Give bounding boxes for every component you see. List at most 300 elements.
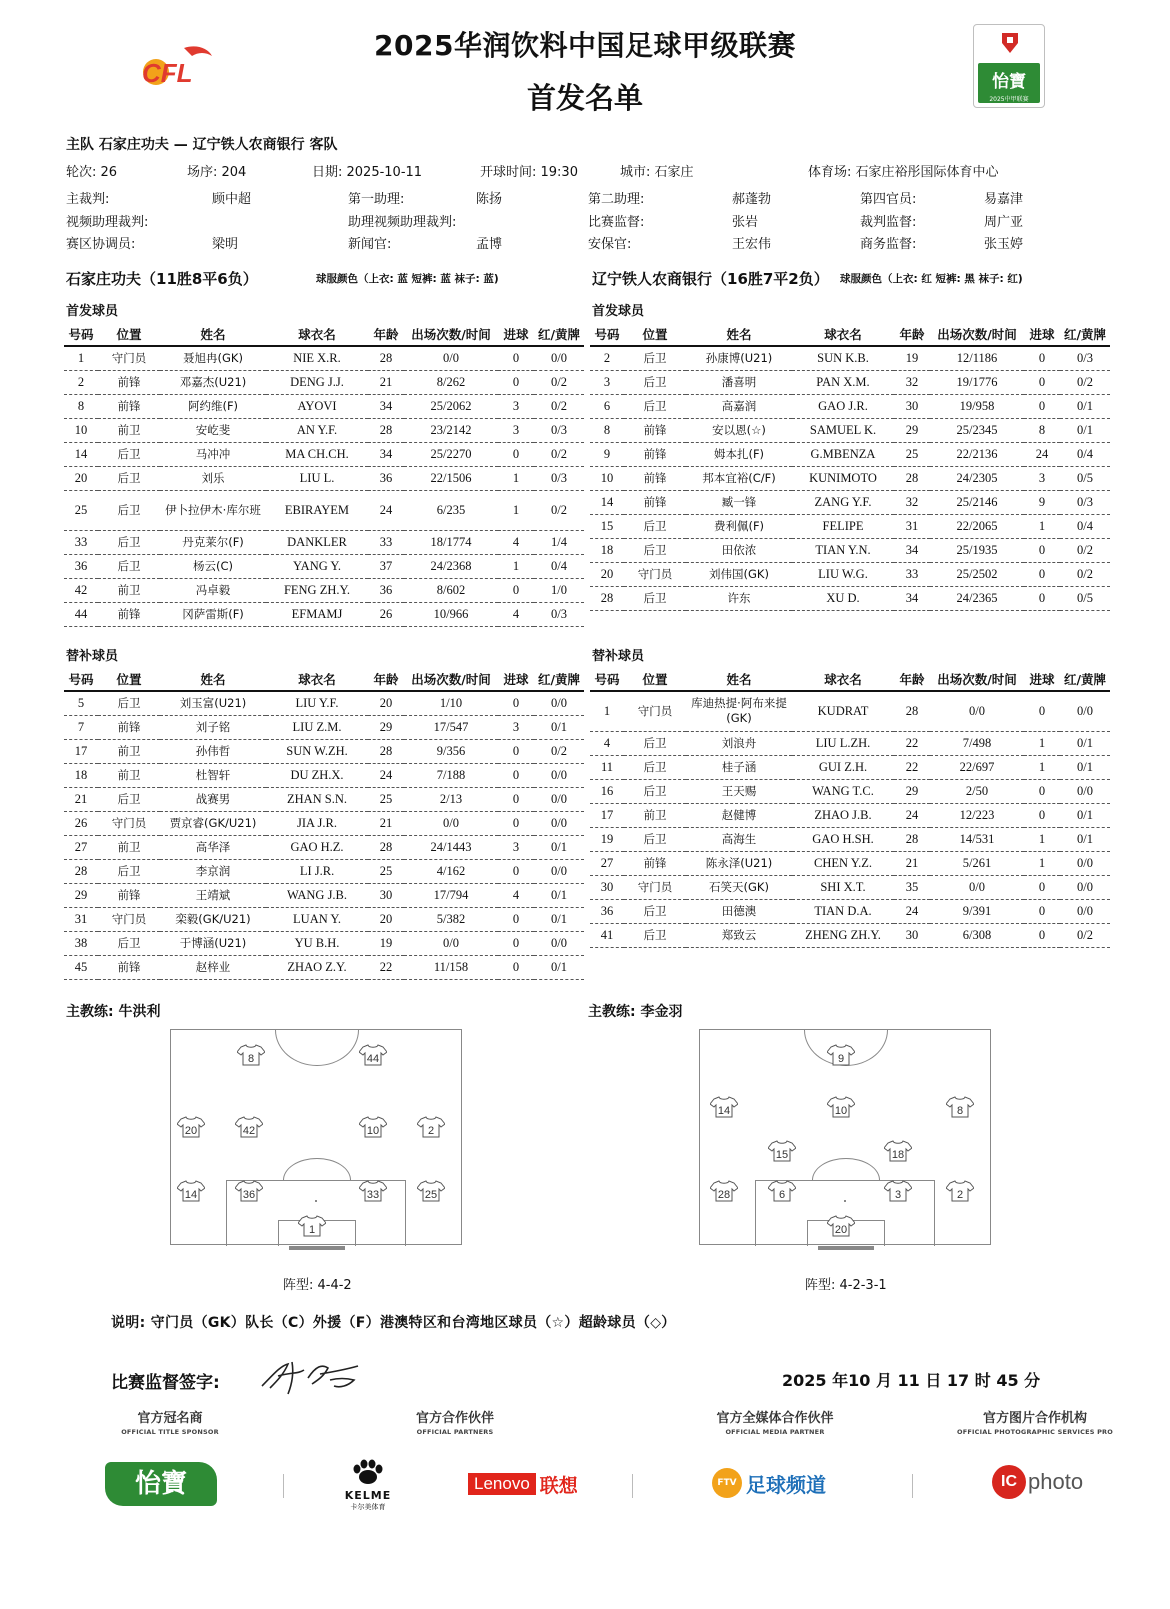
- official-name: 王宏伟: [732, 237, 772, 252]
- player-position: 后卫: [98, 554, 160, 578]
- signature-label: 比赛监督签字:: [111, 1373, 220, 1393]
- player-position: 后卫: [98, 931, 160, 955]
- cards: 0/3: [1060, 490, 1110, 514]
- player-row: [64, 739, 584, 763]
- player-age: 34: [368, 394, 404, 418]
- player-shirt-icon: [417, 1180, 445, 1202]
- player-age: 29: [894, 418, 930, 442]
- goals: 0: [1024, 923, 1060, 947]
- shirt-name: FELIPE: [792, 514, 894, 538]
- player-age: 19: [368, 931, 404, 955]
- cards: 0/2: [534, 370, 584, 394]
- player-age: 25: [368, 787, 404, 811]
- player-shirt-icon: [768, 1180, 796, 1202]
- player-number: 1: [64, 346, 98, 370]
- goals: 0: [498, 578, 534, 602]
- shirt-name: AYOVI: [266, 394, 368, 418]
- player-name: 丹克莱尔(F): [160, 530, 266, 554]
- cards: 0/1: [1060, 418, 1110, 442]
- goals: 0: [1024, 370, 1060, 394]
- cards: 0/2: [1060, 538, 1110, 562]
- date-label: 日期: 2025-10-11: [312, 165, 423, 180]
- player-position: 前锋: [98, 394, 160, 418]
- player-position: 前卫: [98, 418, 160, 442]
- player-position: 前锋: [98, 715, 160, 739]
- player-row: [64, 931, 584, 955]
- player-number: 31: [64, 907, 98, 931]
- player-name: 王靖斌: [160, 883, 266, 907]
- player-age: 22: [894, 731, 930, 755]
- player-shirt-icon: [946, 1180, 974, 1202]
- player-age: 28: [368, 739, 404, 763]
- player-position: 前锋: [98, 370, 160, 394]
- appearances: 24/2368: [404, 554, 498, 578]
- player-name: 王天赐: [686, 779, 792, 803]
- column-header: 进球: [498, 669, 534, 691]
- column-header: 红/黄牌: [534, 324, 584, 346]
- column-header: 年龄: [894, 669, 930, 691]
- shirt-number: 6: [778, 1189, 786, 1201]
- player-row: [64, 787, 584, 811]
- player-name: 臧一锋: [686, 490, 792, 514]
- player-number: 28: [590, 586, 624, 610]
- ftv-sponsor-logo: FTV 足球频道: [712, 1467, 826, 1499]
- shirt-name: SUN K.B.: [792, 346, 894, 370]
- yibao-drop-icon: [980, 29, 1040, 67]
- player-position: 前卫: [98, 835, 160, 859]
- player-number: 44: [64, 602, 98, 626]
- goals: 0: [498, 811, 534, 835]
- player-number: 36: [590, 899, 624, 923]
- player-row: [64, 554, 584, 578]
- cards: 0/1: [1060, 755, 1110, 779]
- player-age: 33: [368, 530, 404, 554]
- official-name: 孟博: [476, 237, 503, 252]
- player-name: 潘喜明: [686, 370, 792, 394]
- icphoto-sponsor-logo: IC photo: [992, 1465, 1083, 1499]
- player-row: [590, 418, 1110, 442]
- goals: 0: [498, 859, 534, 883]
- player-position: 前卫: [98, 739, 160, 763]
- player-position: 后卫: [624, 755, 686, 779]
- pitch-line: [818, 1246, 874, 1250]
- official-name: 郝蓬勃: [732, 192, 772, 207]
- player-number: 2: [590, 346, 624, 370]
- signature-date: 2025 年10 月 11 日 17 时 45 分: [782, 1371, 1041, 1390]
- player-number: 11: [590, 755, 624, 779]
- player-position: 前锋: [624, 851, 686, 875]
- column-header: 球衣名: [792, 324, 894, 346]
- appearances: 8/602: [404, 578, 498, 602]
- shirt-name: GUI Z.H.: [792, 755, 894, 779]
- player-row: [64, 530, 584, 554]
- player-position: 前锋: [98, 602, 160, 626]
- goals: 1: [1024, 827, 1060, 851]
- player-position: 后卫: [98, 691, 160, 715]
- player-position: 后卫: [624, 346, 686, 370]
- shirt-name: JIA J.R.: [266, 811, 368, 835]
- appearances: 25/1935: [930, 538, 1024, 562]
- appearances: 22/2065: [930, 514, 1024, 538]
- player-row: [590, 538, 1110, 562]
- kelme-sponsor-logo: KELME 卡尔美体育: [340, 1459, 396, 1512]
- cards: 0/3: [534, 602, 584, 626]
- shirt-name: PAN X.M.: [792, 370, 894, 394]
- official-label: 主裁判:: [66, 192, 110, 207]
- appearances: 14/531: [930, 827, 1024, 851]
- goals: 0: [1024, 875, 1060, 899]
- appearances: 7/188: [404, 763, 498, 787]
- player-age: 29: [894, 779, 930, 803]
- goals: 1: [1024, 731, 1060, 755]
- goals: 0: [498, 346, 534, 370]
- player-row: [64, 691, 584, 715]
- official-label: 比赛监督:: [588, 215, 645, 230]
- appearances: 22/1506: [404, 466, 498, 490]
- appearances: 22/2136: [930, 442, 1024, 466]
- appearances: 9/391: [930, 899, 1024, 923]
- player-number: 45: [64, 955, 98, 979]
- player-row: [590, 394, 1110, 418]
- player-row: [590, 875, 1110, 899]
- player-position: 前锋: [624, 466, 686, 490]
- goals: 8: [1024, 418, 1060, 442]
- shirt-name: DENG J.J.: [266, 370, 368, 394]
- player-position: 后卫: [624, 779, 686, 803]
- shirt-name: KUNIMOTO: [792, 466, 894, 490]
- player-row: [64, 346, 584, 370]
- away-team-name: 辽宁铁人农商银行（16胜7平2负）: [592, 270, 829, 288]
- cards: 0/0: [534, 763, 584, 787]
- goals: 0: [498, 907, 534, 931]
- player-number: 10: [64, 418, 98, 442]
- appearances: 11/158: [404, 955, 498, 979]
- appearances: 9/356: [404, 739, 498, 763]
- home-kit-colors: 球服颜色（上衣: 蓝 短裤: 蓝 袜子: 蓝): [316, 273, 499, 285]
- goals: 0: [1024, 779, 1060, 803]
- goals: 0: [498, 442, 534, 466]
- column-header: 年龄: [368, 324, 404, 346]
- player-age: 30: [894, 394, 930, 418]
- column-header: 红/黄牌: [1060, 669, 1110, 691]
- player-number: 20: [590, 562, 624, 586]
- cfl-logo-text: CFL: [142, 58, 193, 88]
- goals: 0: [1024, 538, 1060, 562]
- player-position: 后卫: [624, 586, 686, 610]
- cards: 0/2: [534, 394, 584, 418]
- player-number: 5: [64, 691, 98, 715]
- shirt-name: LIU Z.M.: [266, 715, 368, 739]
- column-header: 姓名: [686, 669, 792, 691]
- player-name: 聂旭冉(GK): [160, 346, 266, 370]
- column-header: 球衣名: [266, 324, 368, 346]
- away-kit-colors: 球服颜色（上衣: 红 短裤: 黑 袜子: 红): [840, 273, 1023, 285]
- goals: 3: [498, 394, 534, 418]
- player-number: 17: [590, 803, 624, 827]
- home-subs-table: [64, 669, 584, 980]
- player-age: 32: [894, 490, 930, 514]
- cards: 0/0: [534, 811, 584, 835]
- shirt-name: CHEN Y.Z.: [792, 851, 894, 875]
- cards: 0/1: [534, 715, 584, 739]
- player-shirt-icon: [768, 1140, 796, 1162]
- player-name: 杜智轩: [160, 763, 266, 787]
- player-age: 22: [894, 755, 930, 779]
- shirt-name: WANG J.B.: [266, 883, 368, 907]
- shirt-name: AN Y.F.: [266, 418, 368, 442]
- column-header: 出场次数/时间: [930, 669, 1024, 691]
- sponsor-category-title: 官方冠名商 OFFICIAL TITLE SPONSOR: [121, 1411, 219, 1436]
- player-age: 34: [894, 586, 930, 610]
- player-row: [64, 907, 584, 931]
- cards: 0/0: [1060, 899, 1110, 923]
- shirt-number: 8: [247, 1053, 255, 1065]
- column-header: 红/黄牌: [1060, 324, 1110, 346]
- player-name: 伊卜拉伊木·库尔班: [160, 490, 266, 530]
- appearances: 22/697: [930, 755, 1024, 779]
- player-name: 石笑天(GK): [686, 875, 792, 899]
- cards: 0/1: [1060, 394, 1110, 418]
- appearances: 25/2502: [930, 562, 1024, 586]
- paw-icon: [351, 1459, 385, 1485]
- player-position: 前卫: [98, 578, 160, 602]
- shirt-name: ZHAO J.B.: [792, 803, 894, 827]
- player-name: 高嘉润: [686, 394, 792, 418]
- player-age: 30: [894, 923, 930, 947]
- column-header: 位置: [98, 669, 160, 691]
- cards: 0/0: [1060, 851, 1110, 875]
- player-name: 安屹斐: [160, 418, 266, 442]
- away-subs-label: 替补球员: [592, 649, 645, 664]
- shirt-number: 18: [891, 1149, 905, 1161]
- shirt-name: KUDRAT: [792, 691, 894, 731]
- player-name: 刘伟国(GK): [686, 562, 792, 586]
- player-shirt-icon: [237, 1044, 265, 1066]
- player-position: 守门员: [624, 691, 686, 731]
- player-shirt-icon: [359, 1116, 387, 1138]
- goals: 9: [1024, 490, 1060, 514]
- kickoff-label: 开球时间: 19:30: [480, 165, 578, 180]
- shirt-name: EBIRAYEM: [266, 490, 368, 530]
- player-age: 29: [368, 715, 404, 739]
- player-age: 30: [368, 883, 404, 907]
- official-name: 张岩: [732, 215, 759, 230]
- shirt-number: 1: [308, 1224, 316, 1236]
- player-name: 刘乐: [160, 466, 266, 490]
- match-no-label: 场序: 204: [187, 165, 247, 180]
- cards: 0/0: [534, 931, 584, 955]
- goals: 0: [498, 763, 534, 787]
- sponsor-category-photo: 官方图片合作机构 OFFICIAL PHOTOGRAPHIC SERVICES PRO: [957, 1411, 1113, 1436]
- penalty-spot: [315, 1200, 317, 1202]
- shirt-name: ZHAN S.N.: [266, 787, 368, 811]
- player-number: 30: [590, 875, 624, 899]
- player-name: 赵梓业: [160, 955, 266, 979]
- player-name: 高华泽: [160, 835, 266, 859]
- legend-note: 说明: 守门员（GK）队长（C）外援（F）港澳特区和台湾地区球员（☆）超龄球员（◇）: [111, 1315, 676, 1331]
- home-subs-label: 替补球员: [66, 649, 119, 664]
- player-shirt-icon: [235, 1116, 263, 1138]
- goals: 0: [498, 931, 534, 955]
- cards: 0/4: [1060, 514, 1110, 538]
- goals: 0: [1024, 586, 1060, 610]
- official-label: 赛区协调员:: [66, 237, 136, 252]
- round-label: 轮次: 26: [66, 165, 118, 180]
- player-name: 库迪热提·阿布来提(GK): [686, 691, 792, 731]
- shirt-name: NIE X.R.: [266, 346, 368, 370]
- appearances: 25/2270: [404, 442, 498, 466]
- official-label: 助理视频助理裁判:: [348, 215, 457, 230]
- player-name: 马冲冲: [160, 442, 266, 466]
- column-header: 号码: [590, 669, 624, 691]
- shirt-number: 2: [427, 1125, 435, 1137]
- column-header: 位置: [624, 324, 686, 346]
- goals: 3: [1024, 466, 1060, 490]
- goals: 0: [1024, 562, 1060, 586]
- cfl-logo: [136, 44, 222, 92]
- player-age: 24: [894, 803, 930, 827]
- column-header: 进球: [498, 324, 534, 346]
- player-shirt-icon: [827, 1044, 855, 1066]
- player-number: 20: [64, 466, 98, 490]
- appearances: 0/0: [404, 346, 498, 370]
- player-shirt-icon: [884, 1180, 912, 1202]
- player-name: 费利佩(F): [686, 514, 792, 538]
- column-header: 姓名: [160, 669, 266, 691]
- player-name: 高海生: [686, 827, 792, 851]
- player-shirt-icon: [827, 1215, 855, 1237]
- goals: 0: [498, 739, 534, 763]
- away-formation: 阵型: 4-2-3-1: [805, 1278, 887, 1293]
- pitch-line: [275, 994, 359, 1066]
- column-header: 年龄: [368, 669, 404, 691]
- player-number: 27: [590, 851, 624, 875]
- player-row: [590, 755, 1110, 779]
- player-row: [64, 602, 584, 626]
- page-title: 2025华润饮料中国足球甲级联赛: [374, 29, 796, 62]
- shirt-name: YU B.H.: [266, 931, 368, 955]
- player-number: 16: [590, 779, 624, 803]
- player-position: 前锋: [624, 418, 686, 442]
- player-row: [64, 835, 584, 859]
- sponsor-category-media: 官方全媒体合作伙伴 OFFICIAL MEDIA PARTNER: [716, 1411, 834, 1436]
- appearances: 4/162: [404, 859, 498, 883]
- shirt-name: LI J.R.: [266, 859, 368, 883]
- column-header: 姓名: [686, 324, 792, 346]
- official-name: 张玉婷: [984, 237, 1024, 252]
- player-position: 后卫: [624, 370, 686, 394]
- player-name: 邦本宜裕(C/F): [686, 466, 792, 490]
- player-number: 38: [64, 931, 98, 955]
- appearances: 2/50: [930, 779, 1024, 803]
- player-row: [590, 442, 1110, 466]
- player-age: 33: [894, 562, 930, 586]
- appearances: 0/0: [404, 931, 498, 955]
- appearances: 19/958: [930, 394, 1024, 418]
- player-number: 6: [590, 394, 624, 418]
- away-subs-table: [590, 669, 1110, 948]
- cards: 0/2: [1060, 562, 1110, 586]
- sponsor-divider: [912, 1474, 913, 1498]
- player-name: 贾京睿(GK/U21): [160, 811, 266, 835]
- cards: 0/1: [1060, 731, 1110, 755]
- player-row: [590, 899, 1110, 923]
- goals: 0: [1024, 803, 1060, 827]
- goals: 3: [498, 835, 534, 859]
- player-name: 赵健博: [686, 803, 792, 827]
- player-name: 杨云(C): [160, 554, 266, 578]
- cards: 0/1: [1060, 803, 1110, 827]
- cards: 0/0: [534, 787, 584, 811]
- shirt-name: LIU L.ZH.: [792, 731, 894, 755]
- shirt-name: ZHENG ZH.Y.: [792, 923, 894, 947]
- player-name: 冈萨雷斯(F): [160, 602, 266, 626]
- player-name: 安以恩(☆): [686, 418, 792, 442]
- cards: 0/1: [534, 835, 584, 859]
- appearances: 24/1443: [404, 835, 498, 859]
- shirt-number: 20: [184, 1125, 198, 1137]
- appearances: 19/1776: [930, 370, 1024, 394]
- cards: 0/0: [534, 691, 584, 715]
- player-number: 21: [64, 787, 98, 811]
- cards: 0/4: [1060, 442, 1110, 466]
- player-position: 后卫: [98, 859, 160, 883]
- goals: 4: [498, 883, 534, 907]
- goals: 0: [1024, 691, 1060, 731]
- cards: 1/0: [534, 578, 584, 602]
- cards: 0/3: [1060, 346, 1110, 370]
- official-name: 周广亚: [984, 215, 1024, 230]
- player-number: 27: [64, 835, 98, 859]
- match-teams-line: 主队 石家庄功夫 — 辽宁铁人农商银行 客队: [66, 137, 338, 153]
- sponsor-divider: [283, 1474, 284, 1498]
- cards: 0/1: [534, 955, 584, 979]
- cards: 0/5: [1060, 466, 1110, 490]
- appearances: 8/262: [404, 370, 498, 394]
- appearances: 12/223: [930, 803, 1024, 827]
- shirt-number: 15: [775, 1149, 789, 1161]
- shirt-number: 8: [956, 1105, 964, 1117]
- shirt-number: 20: [834, 1224, 848, 1236]
- official-label: 裁判监督:: [860, 215, 917, 230]
- player-number: 25: [64, 490, 98, 530]
- appearances: 24/2365: [930, 586, 1024, 610]
- player-age: 34: [894, 538, 930, 562]
- cards: 0/1: [534, 907, 584, 931]
- shirt-name: EFMAMJ: [266, 602, 368, 626]
- player-name: 阿约维(F): [160, 394, 266, 418]
- player-name: 孙康博(U21): [686, 346, 792, 370]
- goals: 1: [1024, 755, 1060, 779]
- player-number: 18: [590, 538, 624, 562]
- player-position: 守门员: [98, 811, 160, 835]
- shirt-number: 10: [834, 1105, 848, 1117]
- page-subtitle: 首发名单: [526, 81, 643, 115]
- player-row: [64, 763, 584, 787]
- player-number: 19: [590, 827, 624, 851]
- player-position: 后卫: [624, 514, 686, 538]
- player-position: 后卫: [624, 731, 686, 755]
- player-row: [64, 578, 584, 602]
- shirt-name: SHI X.T.: [792, 875, 894, 899]
- player-number: 8: [590, 418, 624, 442]
- shirt-name: XU D.: [792, 586, 894, 610]
- shirt-name: DU ZH.X.: [266, 763, 368, 787]
- player-name: 桂子涵: [686, 755, 792, 779]
- player-age: 32: [894, 370, 930, 394]
- player-row: [64, 418, 584, 442]
- away-starters-label: 首发球员: [592, 304, 645, 319]
